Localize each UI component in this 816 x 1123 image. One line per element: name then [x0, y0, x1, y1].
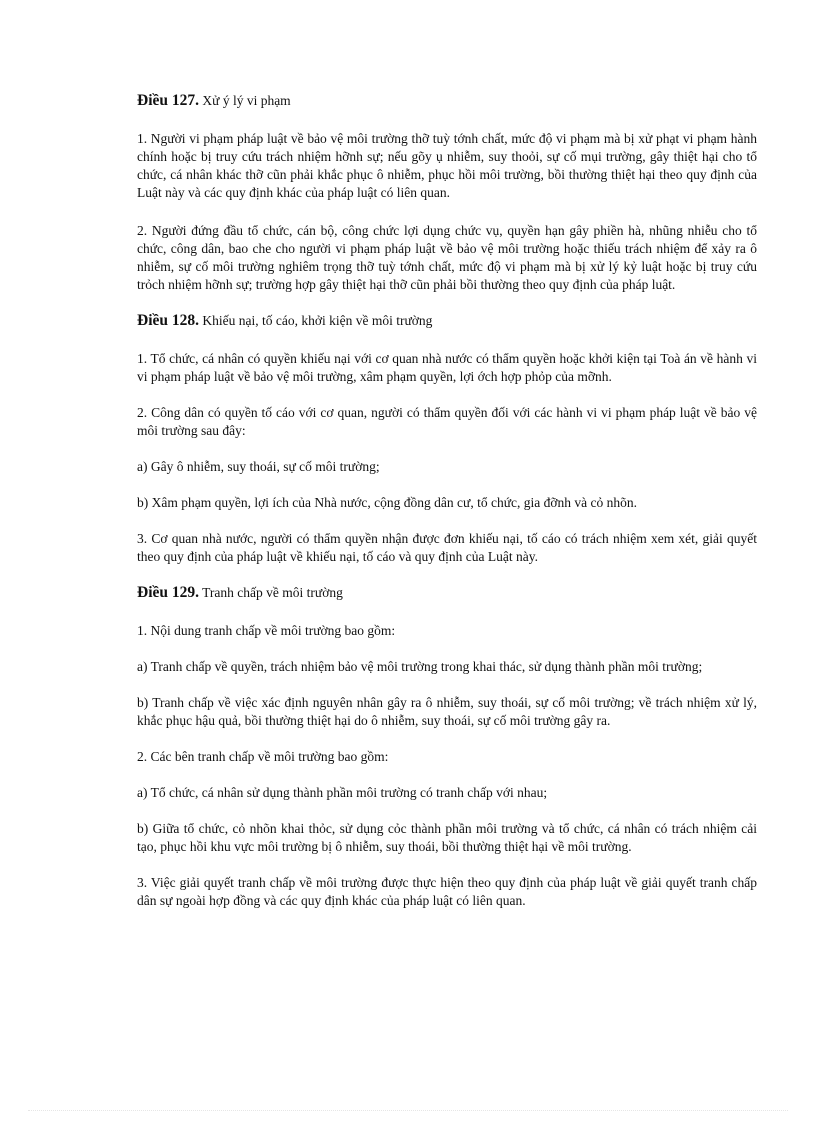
page-bottom-divider: [28, 1110, 788, 1111]
article-129: [137, 584, 757, 910]
paragraph: b) Tranh chấp về việc xác định nguyên nhân gây ra ô nhiễm, suy thoái, sự cố môi trường; về trách nhiệm xử lý, khắc phục hậu quả, bồi thường thiệt hại do ô nhiễm, suy thoái, sự cố môi trường gây ra.: [137, 695, 757, 728]
article-127: [137, 92, 757, 294]
paragraph: 3. Việc giải quyết tranh chấp về môi trường được thực hiện theo quy định của pháp luật về giải quyết tranh chấp dân sự ngoài hợp đồng và các quy định khác của pháp luật có liên quan.: [137, 875, 757, 908]
article-title: Khiếu nại, tố cáo, khởi kiện về môi trường: [202, 313, 433, 328]
article-number: Điều 127.: [137, 92, 199, 109]
paragraph: a) Gây ô nhiễm, suy thoái, sự cố môi trường;: [137, 459, 380, 474]
document-page: [137, 92, 757, 928]
paragraph: 2. Công dân có quyền tố cáo với cơ quan, người có thẩm quyền đối với các hành vi vi phạm pháp luật về bảo vệ môi trường sau đây:: [137, 405, 757, 438]
paragraph: b) Giữa tổ chức, cỏ nhõn khai thỏc, sử dụng cỏc thành phần môi trường và tổ chức, cá nhân có trách nhiệm cải tạo, phục hồi khu vực môi trường bị ô nhiễm, suy thoái, bồi thường thiệt hại về môi trường.: [137, 821, 757, 854]
article-128: [137, 312, 757, 566]
paragraph: 3. Cơ quan nhà nước, người có thẩm quyền nhận được đơn khiếu nại, tố cáo có trách nhiệm xem xét, giải quyết theo quy định của pháp luật về khiếu nại, tố cáo và quy định của Luật này.: [137, 531, 757, 564]
article-number: Điều 129.: [137, 584, 199, 601]
paragraph: a) Tổ chức, cá nhân sử dụng thành phần môi trường có tranh chấp với nhau;: [137, 785, 548, 800]
paragraph: 2. Người đứng đầu tổ chức, cán bộ, công chức lợi dụng chức vụ, quyền hạn gây phiền hà, nhũng nhiễu cho tổ chức, công dân, bao che cho người vi phạm pháp luật về bảo vệ môi trường hoặc thiếu trách nhiệm để xảy ra ô nhiễm, sự cố môi trường nghiêm trọng thỡ tuỳ tớnh chất, mức độ vi phạm mà bị xử lý kỷ luật hoặc bị truy cứu trỏch nhiệm hỡnh sự; trường hợp gây thiệt hại thỡ cũn phải bồi thường theo quy định của pháp luật.: [137, 223, 757, 292]
paragraph: b) Xâm phạm quyền, lợi ích của Nhà nước, cộng đồng dân cư, tổ chức, gia đỡnh và cỏ nhõn.: [137, 495, 637, 510]
article-title: Xử ý lý vi phạm: [202, 93, 291, 108]
paragraph: 1. Tổ chức, cá nhân có quyền khiếu nại với cơ quan nhà nước có thẩm quyền hoặc khởi kiện tại Toà án về hành vi vi phạm pháp luật về bảo vệ môi trường, xâm phạm quyền, lợi ớch hợp phỏp của mỡnh.: [137, 351, 757, 384]
article-heading: [137, 92, 757, 110]
article-number: Điều 128.: [137, 312, 199, 329]
paragraph: a) Tranh chấp về quyền, trách nhiệm bảo vệ môi trường trong khai thác, sử dụng thành phần môi trường;: [137, 659, 703, 674]
article-title: Tranh chấp về môi trường: [202, 585, 343, 600]
paragraph: 1. Người vi phạm pháp luật về bảo vệ môi trường thỡ tuỳ tớnh chất, mức độ vi phạm mà bị xử phạt vi phạm hành chính hoặc bị truy cứu trách nhiệm hỡnh sự; nếu gõy ụ nhiễm, suy thoỏi, sự cố mụi trường, gây thiệt hại cho tổ chức, cá nhân khác thỡ cũn phải khắc phục ô nhiễm, phục hồi môi trường, bồi thường thiệt hại theo quy định của Luật này và các quy định khác của pháp luật có liên quan.: [137, 131, 757, 200]
article-heading: [137, 312, 757, 330]
paragraph: 2. Các bên tranh chấp về môi trường bao gồm:: [137, 749, 389, 764]
paragraph: 1. Nội dung tranh chấp về môi trường bao gồm:: [137, 623, 396, 638]
article-heading: [137, 584, 757, 602]
